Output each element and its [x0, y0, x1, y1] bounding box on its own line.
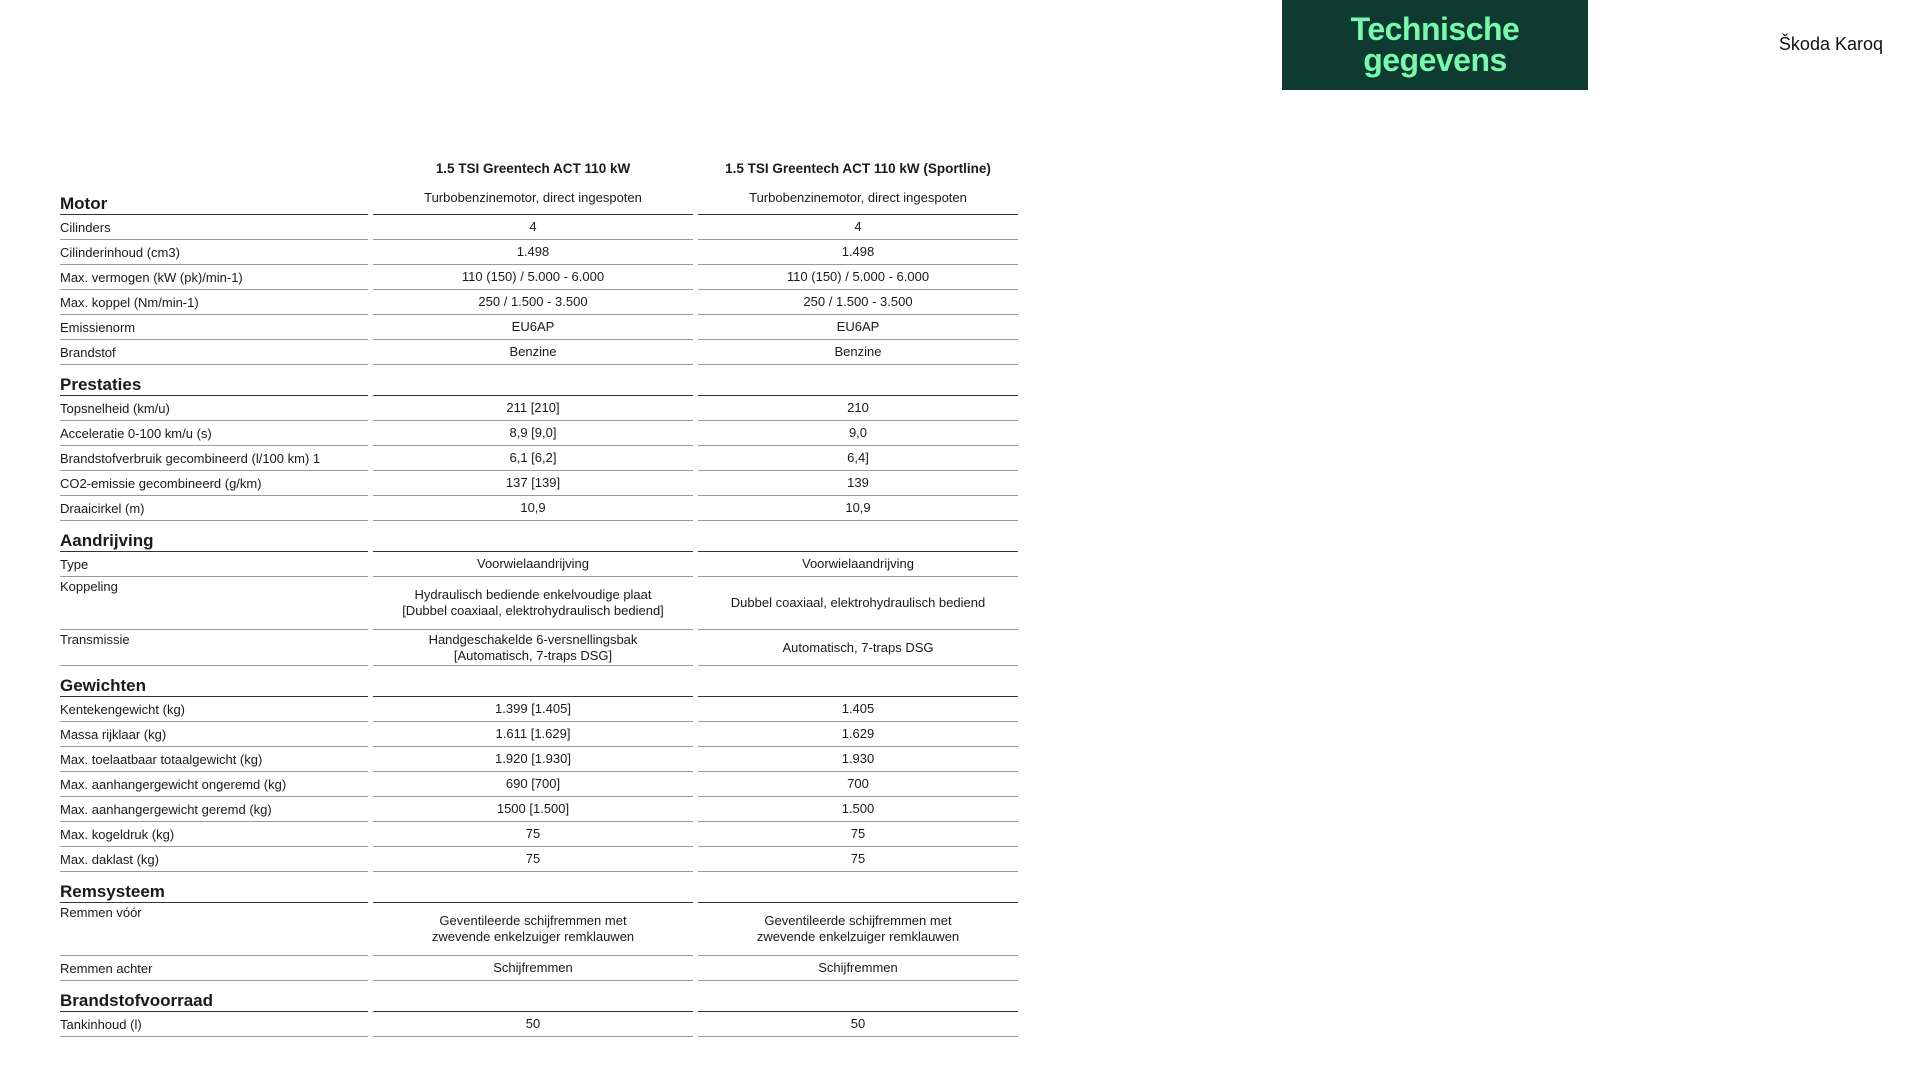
spec-value-col-1: [373, 552, 693, 577]
spec-value-col-1: [373, 747, 693, 772]
section-header-row: [60, 872, 1018, 903]
spec-value-col-2: [698, 265, 1018, 290]
section-header-row: [60, 521, 1018, 552]
spec-row: [60, 956, 1018, 981]
spec-value-col-1: [373, 521, 693, 552]
section-title: Brandstofvoorraad: [60, 981, 368, 1012]
spec-value-text: 8,9 [9,0]: [509, 425, 557, 440]
spec-value-text: Voorwielaandrijving: [801, 556, 914, 571]
spec-value-text: Geventileerde schijfremmen met zwevende enkelzuiger remklauwen: [756, 913, 960, 944]
spec-value-col-2: [698, 822, 1018, 847]
spec-value-col-2: [698, 496, 1018, 521]
spec-row: [60, 471, 1018, 496]
spec-value-text: 1.920 [1.930]: [495, 751, 571, 766]
spec-value-col-2: [698, 215, 1018, 240]
spec-row: [60, 697, 1018, 722]
spec-label: Max. koppel (Nm/min-1): [60, 290, 368, 315]
column-header-row: [60, 152, 1018, 184]
spec-value-text: Voorwielaandrijving: [476, 556, 589, 571]
spec-value-text: EU6AP: [836, 319, 880, 334]
spec-row: [60, 315, 1018, 340]
section-header-row: [60, 666, 1018, 697]
spec-value-text: Geventileerde schijfremmen met zwevende enkelzuiger remklauwen: [431, 913, 635, 944]
spec-row: [60, 215, 1018, 240]
spec-value-text: 4: [529, 219, 537, 234]
spec-value-col-1: [373, 822, 693, 847]
spec-value-col-2: [698, 872, 1018, 903]
spec-label: Max. toelaatbaar totaalgewicht (kg): [60, 747, 368, 772]
spec-value-text: 1.498: [841, 244, 875, 259]
spec-value-text: Turbobenzinemotor, direct ingespoten: [424, 190, 642, 205]
spec-value-col-2: [698, 521, 1018, 552]
spec-row: [60, 797, 1018, 822]
spec-value-col-2: [698, 903, 1018, 956]
spec-value-col-1: [373, 421, 693, 446]
spec-value-text: Turbobenzinemotor, direct ingespoten: [749, 190, 967, 205]
spec-value-col-2: [698, 240, 1018, 265]
spec-value-col-1: [373, 981, 693, 1012]
brand-label: Škoda Karoq: [1778, 34, 1883, 54]
spec-value-col-1: [373, 797, 693, 822]
spec-label: Brandstof: [60, 340, 368, 365]
page-title: [1350, 11, 1520, 78]
spec-value-text: 1.930: [841, 751, 875, 766]
spec-value-col-2: [698, 184, 1018, 215]
spec-value-text: 210: [847, 400, 869, 415]
spec-row: [60, 747, 1018, 772]
spec-value-text: Dubbel coaxiaal, elektrohydraulisch bediend: [730, 595, 986, 610]
spec-label: Cilinders: [60, 215, 368, 240]
section-title: Gewichten: [60, 666, 368, 697]
spec-value-text: 75: [850, 851, 866, 866]
spec-value-col-1: [373, 956, 693, 981]
spec-label: Max. aanhangergewicht geremd (kg): [60, 797, 368, 822]
spec-value-col-1: [373, 847, 693, 872]
spec-value-text: 10,9: [520, 500, 546, 515]
spec-row: [60, 290, 1018, 315]
spec-value-text: 50: [525, 1016, 541, 1031]
spec-value-text: 6,4]: [847, 450, 869, 465]
spec-row: [60, 772, 1018, 797]
spec-value-text: 10,9: [845, 500, 871, 515]
spec-row: [60, 265, 1018, 290]
spec-value-col-1: [373, 365, 693, 396]
column-header-1: 1.5 TSI Greentech ACT 110 kW: [435, 160, 631, 176]
spec-value-col-2: [698, 697, 1018, 722]
title-badge: [1282, 0, 1588, 90]
spec-label: Draaicirkel (m): [60, 496, 368, 521]
spec-value-text: 137 [139]: [505, 475, 561, 490]
spec-value-col-1: [373, 577, 693, 630]
spec-value-col-2: [698, 446, 1018, 471]
spec-row: [60, 396, 1018, 421]
spec-value-col-2: [698, 666, 1018, 697]
spec-value-text: 50: [850, 1016, 866, 1031]
spec-value-col-1: [373, 496, 693, 521]
spec-value-text: 1.498: [516, 244, 550, 259]
spec-label: Transmissie: [60, 630, 368, 666]
spec-value-col-2: [698, 290, 1018, 315]
spec-row: [60, 630, 1018, 666]
spec-value-col-2: [698, 365, 1018, 396]
spec-row: [60, 822, 1018, 847]
spec-value-text: Schijfremmen: [493, 960, 573, 975]
spec-value-col-1: [373, 265, 693, 290]
spec-value-text: 75: [525, 851, 541, 866]
spec-row: [60, 421, 1018, 446]
spec-value-col-2: [698, 772, 1018, 797]
spec-label: Max. vermogen (kW (pk)/min-1): [60, 265, 368, 290]
spec-table: [60, 152, 1018, 1037]
spec-value-col-2: [698, 956, 1018, 981]
section-title: Prestaties: [60, 365, 368, 396]
spec-value-text: Automatisch, 7-traps DSG: [782, 639, 934, 655]
section-header-row: [60, 184, 1018, 215]
spec-value-col-1: [373, 315, 693, 340]
spec-label: Cilinderinhoud (cm3): [60, 240, 368, 265]
spec-value-col-1: [373, 340, 693, 365]
spec-row: [60, 496, 1018, 521]
spec-value-col-1: [373, 697, 693, 722]
spec-label: Emissienorm: [60, 315, 368, 340]
title-line-2: gegevens: [1363, 42, 1507, 78]
spec-row: [60, 240, 1018, 265]
spec-value-text: 1.399 [1.405]: [495, 701, 571, 716]
section-header-row: [60, 365, 1018, 396]
spec-label: CO2-emissie gecombineerd (g/km): [60, 471, 368, 496]
spec-value-col-2: [698, 981, 1018, 1012]
section-title: Motor: [60, 184, 368, 215]
spec-value-text: 139: [847, 475, 869, 490]
spec-value-text: 110 (150) / 5.000 - 6.000: [461, 269, 605, 284]
spec-row: [60, 552, 1018, 577]
spec-value-text: 690 [700]: [505, 776, 561, 791]
spec-value-col-2: [698, 577, 1018, 630]
spec-row: [60, 446, 1018, 471]
spec-row: [60, 1012, 1018, 1037]
section-title: Remsysteem: [60, 872, 368, 903]
spec-value-col-2: [698, 797, 1018, 822]
spec-row: [60, 340, 1018, 365]
spec-value-col-2: [698, 340, 1018, 365]
spec-value-text: 4: [854, 219, 862, 234]
spec-value-col-1: [373, 215, 693, 240]
spec-value-text: Hydraulisch bediende enkelvoudige plaat [Dubbel coaxiaal, elektrohydraulisch bediend]: [402, 587, 664, 618]
spec-value-text: 1.629: [841, 726, 875, 741]
spec-value-col-1: [373, 903, 693, 956]
spec-value-col-1: [373, 872, 693, 903]
spec-value-col-1: [373, 772, 693, 797]
spec-value-text: Handgeschakelde 6-versnellingsbak [Automatisch, 7-traps DSG]: [428, 631, 638, 663]
spec-value-text: 1.611 [1.629]: [495, 726, 571, 741]
spec-row: [60, 903, 1018, 956]
spec-value-col-1: [373, 396, 693, 421]
spec-value-col-2: [698, 421, 1018, 446]
spec-label: Brandstofverbruik gecombineerd (l/100 km) 1: [60, 446, 368, 471]
spec-value-text: 75: [525, 826, 541, 841]
spec-row: [60, 722, 1018, 747]
spec-label: Max. aanhangergewicht ongeremd (kg): [60, 772, 368, 797]
spec-value-col-2: [698, 847, 1018, 872]
spec-label: Acceleratie 0-100 km/u (s): [60, 421, 368, 446]
spec-value-text: 211 [210]: [506, 400, 560, 415]
spec-label: Max. kogeldruk (kg): [60, 822, 368, 847]
spec-label: Type: [60, 552, 368, 577]
spec-value-col-1: [373, 290, 693, 315]
spec-row: [60, 847, 1018, 872]
spec-label: Massa rijklaar (kg): [60, 722, 368, 747]
spec-value-col-1: [373, 446, 693, 471]
spec-label: Remmen vóór: [60, 903, 368, 956]
spec-value-text: 1.500: [841, 801, 875, 816]
spec-value-col-2: [698, 630, 1018, 666]
section-title: Aandrijving: [60, 521, 368, 552]
spec-value-col-2: [698, 471, 1018, 496]
spec-value-col-2: [698, 396, 1018, 421]
spec-value-text: 250 / 1.500 - 3.500: [478, 294, 588, 309]
spec-value-col-2: [698, 1012, 1018, 1037]
spec-label: Topsnelheid (km/u): [60, 396, 368, 421]
spec-label: Max. daklast (kg): [60, 847, 368, 872]
section-header-row: [60, 981, 1018, 1012]
spec-value-col-1: [373, 240, 693, 265]
spec-value-col-2: [698, 722, 1018, 747]
spec-label: Remmen achter: [60, 956, 368, 981]
spec-value-col-1: [373, 630, 693, 666]
spec-value-text: 110 (150) / 5.000 - 6.000: [786, 269, 930, 284]
spec-value-text: 250 / 1.500 - 3.500: [803, 294, 913, 309]
spec-value-col-2: [698, 552, 1018, 577]
spec-value-col-1: [373, 1012, 693, 1037]
spec-label: Tankinhoud (l): [60, 1012, 368, 1037]
spec-value-text: 1500 [1.500]: [496, 801, 570, 816]
spec-value-text: Benzine: [509, 344, 557, 359]
spec-value-text: EU6AP: [511, 319, 555, 334]
spec-row: [60, 577, 1018, 630]
spec-value-text: 700: [847, 776, 869, 791]
spec-value-text: Benzine: [834, 344, 882, 359]
spec-label: Kentekengewicht (kg): [60, 697, 368, 722]
spec-value-col-1: [373, 722, 693, 747]
spec-label: Koppeling: [60, 577, 368, 630]
spec-value-col-1: [373, 666, 693, 697]
spec-value-col-1: [373, 471, 693, 496]
spec-value-text: 75: [850, 826, 866, 841]
spec-value-col-2: [698, 315, 1018, 340]
title-line-1: Technische: [1350, 11, 1520, 47]
spec-value-col-2: [698, 747, 1018, 772]
spec-rows: [60, 184, 1018, 1037]
spec-value-col-1: [373, 184, 693, 215]
spec-value-text: 6,1 [6,2]: [509, 450, 557, 465]
spec-value-text: Schijfremmen: [818, 960, 898, 975]
column-header-2: 1.5 TSI Greentech ACT 110 kW (Sportline): [725, 160, 991, 176]
spec-value-text: 1.405: [841, 701, 875, 716]
spec-value-text: 9,0: [848, 425, 868, 440]
